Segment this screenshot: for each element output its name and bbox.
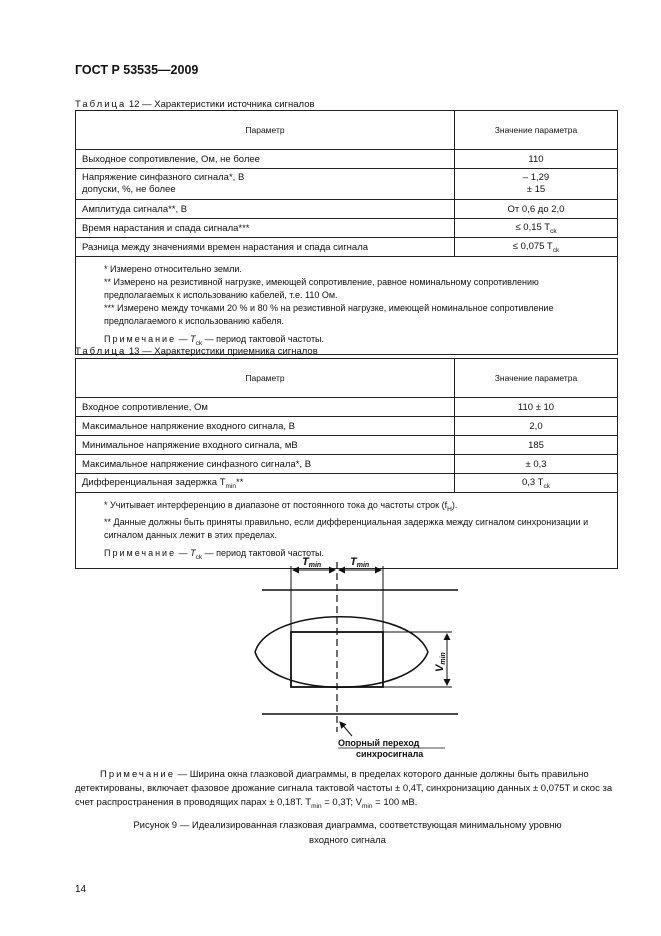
table-row	[76, 455, 618, 474]
table12-note-text: — период тактовой частоты.	[204, 334, 325, 344]
table12-param: Время нарастания и спада сигнала***	[76, 219, 455, 238]
table13-value: 185	[455, 436, 618, 455]
vmin-label-sub: min	[440, 652, 447, 665]
table12-header-param: Параметр	[76, 111, 455, 150]
table13-footnote-1-sub: H	[447, 505, 452, 513]
table12-note-sub: ck	[195, 339, 203, 347]
page-number: 14	[75, 884, 87, 895]
table13-footnote-1	[84, 499, 609, 516]
table13-value: ± 0,3	[455, 455, 618, 474]
table-row	[76, 169, 618, 200]
table13-header-value: Значение параметра	[455, 359, 618, 398]
table13-caption-word: Таблица	[75, 346, 127, 357]
table12-value: 110	[455, 150, 618, 169]
table12-value-sub: ck	[552, 246, 560, 254]
table-row	[76, 474, 618, 493]
table12-footnote-2: ** Измерено на резистивной нагрузке, имеющей сопротивление, равное номинальному сопротивлению предполагаемых к использованию кабелей, т.е. 110 Ом.	[104, 277, 539, 300]
figure-note-text: — Ширина окна глазковой диаграммы, в пределах которого данные должны быть правильно детектированы, включает фазовое дрожание сигнала тактовой частоты ± 0,4T, синхронизацию данных ± 0,075T и скос за счет распространения в проводящих парах ± 0,18T. T	[75, 769, 613, 808]
standard-header: ГОСТ Р 53535—2009	[75, 63, 199, 77]
table-row	[76, 436, 618, 455]
reference-label-line2: синхросигнала	[356, 749, 424, 759]
table13-value-sub: ck	[543, 482, 550, 490]
table13-header-param: Параметр	[76, 359, 455, 398]
vmin-label	[434, 652, 447, 672]
figure-note-tail-1: = 0,3T; V	[321, 797, 363, 808]
figure-note	[75, 768, 620, 814]
table13-caption-text: — Характеристики приемника сигналов	[142, 346, 318, 357]
table12-footnote-1: * Измерено относительно земли.	[104, 264, 242, 274]
figure-caption-line2: входного сигнала	[309, 835, 386, 846]
figure-note-label: Примечание	[100, 769, 175, 780]
table13-note-sub: ck	[195, 553, 203, 561]
eye-diagram	[230, 550, 480, 760]
table12-value: ≤ 0,075 T	[512, 240, 553, 252]
table12-footnote-3: *** Измерено между точками 20 % и 80 % на резистивной нагрузке, имеющей номинальное сопротивление предполагаемого к использованию кабеля.	[104, 303, 554, 326]
table12-caption-text: — Характеристики источника сигналов	[142, 99, 315, 110]
table12-header-value: Значение параметра	[455, 111, 618, 150]
table13-value: 2,0	[455, 417, 618, 436]
figure-note-sub-1: min	[311, 802, 322, 810]
figure-note-tail-2: = 100 мВ.	[372, 797, 418, 808]
vmin-label-symbol: V	[434, 664, 446, 672]
table12-note-symbol: T	[190, 334, 196, 344]
reference-leader-line	[340, 722, 352, 736]
table-row	[76, 219, 618, 238]
table12-param: Напряжение синфазного сигнала*, В	[82, 172, 245, 183]
table12-value-sub: ck	[550, 227, 557, 235]
table13-note-symbol: T	[190, 547, 196, 558]
table13-param: Минимальное напряжение входного сигнала, мВ	[76, 436, 455, 455]
table12-notes	[76, 257, 618, 355]
table13-footnote-1-tail: ).	[451, 500, 458, 510]
tmin-label-left-symbol: T	[302, 556, 309, 568]
table13-footnote-1-text: * Учитывает интерференцию в диапазоне от постоянного тока до частоты строк (f	[104, 500, 448, 510]
table12-param: Амплитуда сигнала**, В	[76, 200, 455, 219]
figure-note-sub-2: min	[362, 802, 373, 810]
table12-value: – 1,29	[522, 172, 550, 183]
eye-upper-curve	[255, 617, 428, 652]
table12-param-2: допуски, %, не более	[82, 184, 176, 195]
table12-param: Разница между значениями времен нарастания и спада сигнала	[76, 238, 455, 257]
table-row	[76, 150, 618, 169]
table12-value: От 0,6 до 2,0	[455, 200, 618, 219]
table-row	[76, 398, 618, 417]
table12-caption-number: 12	[128, 99, 140, 110]
tmin-label-left	[302, 556, 321, 569]
tmin-label-left-sub: min	[308, 562, 322, 569]
table12-caption	[75, 99, 315, 110]
table13-note-dash: —	[178, 547, 188, 558]
figure-caption-line1: Рисунок 9 — Идеализированная глазковая диаграмма, соответствующая минимальному уровню	[133, 820, 562, 831]
table13-value: 110 ± 10	[455, 398, 618, 417]
table12	[75, 110, 618, 355]
table13-param: Максимальное напряжение входного сигнала, В	[76, 417, 455, 436]
table13-param: Входное сопротивление, Ом	[76, 398, 455, 417]
table13-value: 0,3 T	[522, 476, 544, 488]
eye-lower-curve	[255, 652, 428, 687]
tmin-label-right	[350, 556, 369, 569]
table12-caption-word: Таблица	[75, 99, 127, 110]
table12-value: ≤ 0,15 T	[515, 221, 551, 233]
figure-caption	[75, 818, 620, 848]
table13-note-text: — период тактовой частоты.	[204, 547, 325, 558]
table12-note-label: Примечание	[104, 334, 177, 344]
table-row	[76, 417, 618, 436]
table12-note-dash: —	[178, 334, 188, 344]
table12-param: Выходное сопротивление, Ом, не более	[76, 150, 455, 169]
table13-caption	[75, 346, 318, 357]
table13-footnote-2: ** Данные должны быть приняты правильно, если дифференциальная задержка между сигналом синхронизации и сигналом данных лежит в этих пределах.	[104, 516, 589, 540]
table13-param: Максимальное напряжение синфазного сигнала*, В	[76, 455, 455, 474]
reference-label-line1: Опорный переход	[338, 738, 420, 748]
tmin-label-right-sub: min	[356, 562, 370, 569]
table13-param: Дифференциальная задержка T	[82, 476, 226, 488]
table-row	[76, 200, 618, 219]
table12-value-2: ± 15	[526, 184, 546, 195]
table13-caption-number: 13	[128, 346, 140, 357]
table13	[75, 358, 618, 569]
table13-param-sub: min	[225, 482, 236, 490]
table13-note-label: Примечание	[104, 547, 177, 558]
table-row	[76, 238, 618, 257]
table13-param-tail: **	[236, 476, 244, 488]
tmin-label-right-symbol: T	[350, 556, 357, 568]
